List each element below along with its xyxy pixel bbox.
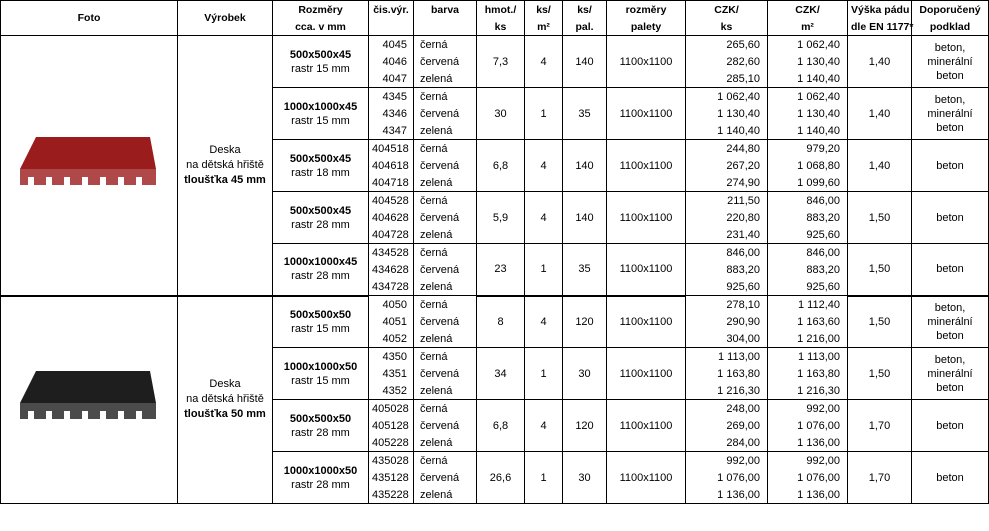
price-per-piece: 883,20	[686, 261, 768, 278]
price-per-m2: 1 113,00	[768, 348, 848, 366]
dimension-size: 1000x1000x50	[283, 464, 358, 477]
weight-per-piece: 6,8	[477, 140, 525, 192]
table-row	[1, 36, 989, 54]
fall-height: 1,70	[848, 452, 912, 504]
product-code: 404718	[369, 174, 414, 192]
product-code: 434528	[369, 244, 414, 262]
product-code: 4050	[369, 296, 414, 314]
product-line-2: na dětská hřiště	[186, 158, 264, 171]
dimension-grid: rastr 28 mm	[291, 478, 350, 491]
product-code: 404728	[369, 226, 414, 244]
recommended-base: beton	[912, 244, 989, 296]
dimensions	[273, 348, 369, 400]
price-per-m2: 883,20	[768, 209, 848, 226]
product-color: červená	[414, 313, 477, 330]
header-hmot: hmot./	[477, 1, 525, 19]
pieces-per-m2: 4	[525, 400, 563, 452]
product-code: 4045	[369, 36, 414, 54]
fall-height: 1,50	[848, 244, 912, 296]
header-foto: Foto	[1, 1, 178, 36]
product-color: černá	[414, 296, 477, 314]
dimensions	[273, 36, 369, 88]
product-code: 435128	[369, 469, 414, 486]
price-per-piece: 1 113,00	[686, 348, 768, 366]
table-header	[1, 1, 989, 36]
table-row	[1, 296, 989, 314]
price-per-m2: 846,00	[768, 192, 848, 210]
pieces-per-pallet: 120	[563, 400, 607, 452]
dimension-size: 500x500x50	[289, 412, 352, 425]
recommended-base: beton	[912, 192, 989, 244]
pieces-per-m2: 1	[525, 452, 563, 504]
recommended-base: beton, minerální beton	[912, 296, 989, 348]
dimension-grid: rastr 15 mm	[291, 322, 350, 335]
fall-height: 1,40	[848, 36, 912, 88]
price-per-piece: 267,20	[686, 157, 768, 174]
price-per-piece: 925,60	[686, 278, 768, 296]
product-color: červená	[414, 209, 477, 226]
product-color: zelená	[414, 278, 477, 296]
product-code: 4345	[369, 88, 414, 106]
pieces-per-pallet: 35	[563, 88, 607, 140]
header-czk-ks: CZK/	[686, 1, 768, 19]
product-color: zelená	[414, 382, 477, 400]
price-per-m2: 1 076,00	[768, 417, 848, 434]
price-per-m2: 1 062,40	[768, 36, 848, 54]
product-color: černá	[414, 400, 477, 418]
price-per-piece: 1 140,40	[686, 122, 768, 140]
dimensions	[273, 88, 369, 140]
pallet-size: 1100x1100	[607, 36, 686, 88]
price-per-m2: 1 062,40	[768, 88, 848, 106]
product-color: černá	[414, 244, 477, 262]
pieces-per-pallet: 140	[563, 192, 607, 244]
product-code: 4352	[369, 382, 414, 400]
pieces-per-pallet: 120	[563, 296, 607, 348]
price-per-m2: 1 163,80	[768, 365, 848, 382]
price-per-piece: 304,00	[686, 330, 768, 348]
price-per-piece: 285,10	[686, 70, 768, 88]
fall-height: 1,50	[848, 296, 912, 348]
product-code: 405028	[369, 400, 414, 418]
price-per-m2: 992,00	[768, 452, 848, 470]
price-per-m2: 1 099,60	[768, 174, 848, 192]
header-ks-m2-sub: m²	[525, 18, 563, 36]
price-per-piece: 248,00	[686, 400, 768, 418]
product-code: 435228	[369, 486, 414, 504]
price-per-piece: 278,10	[686, 296, 768, 314]
product-color: zelená	[414, 174, 477, 192]
dimension-size: 1000x1000x45	[283, 100, 358, 113]
pallet-size: 1100x1100	[607, 192, 686, 244]
dimension-grid: rastr 28 mm	[291, 270, 350, 283]
price-per-m2: 992,00	[768, 400, 848, 418]
dimension-size: 500x500x45	[289, 204, 352, 217]
pieces-per-m2: 1	[525, 88, 563, 140]
dimension-grid: rastr 28 mm	[291, 218, 350, 231]
price-per-m2: 1 136,00	[768, 486, 848, 504]
product-line-2: na dětská hřiště	[186, 393, 264, 406]
pieces-per-pallet: 140	[563, 36, 607, 88]
price-per-m2: 1 163,60	[768, 313, 848, 330]
product-code: 4046	[369, 53, 414, 70]
weight-per-piece: 5,9	[477, 192, 525, 244]
price-per-piece: 1 076,00	[686, 469, 768, 486]
header-rozmery: Rozměry	[273, 1, 369, 19]
product-color: zelená	[414, 122, 477, 140]
price-per-m2: 925,60	[768, 226, 848, 244]
fall-height: 1,70	[848, 400, 912, 452]
product-code: 4052	[369, 330, 414, 348]
price-per-piece: 290,90	[686, 313, 768, 330]
header-ks-pal: ks/	[563, 1, 607, 19]
product-color: červená	[414, 105, 477, 122]
header-vyrobek: Výrobek	[178, 1, 273, 36]
pieces-per-pallet: 30	[563, 452, 607, 504]
price-per-m2: 1 130,40	[768, 53, 848, 70]
fall-height: 1,40	[848, 140, 912, 192]
header-podklad-sub: podklad	[912, 18, 989, 36]
pieces-per-m2: 4	[525, 296, 563, 348]
weight-per-piece: 23	[477, 244, 525, 296]
dimension-size: 500x500x45	[289, 48, 352, 61]
product-line-3: tloušťka 50 mm	[184, 408, 266, 421]
product-color: černá	[414, 452, 477, 470]
price-per-m2: 846,00	[768, 244, 848, 262]
product-code: 405228	[369, 434, 414, 452]
red-rubber-tile-icon	[14, 129, 164, 199]
pieces-per-m2: 4	[525, 140, 563, 192]
product-code: 4351	[369, 365, 414, 382]
product-code: 4346	[369, 105, 414, 122]
price-per-piece: 1 136,00	[686, 486, 768, 504]
recommended-base: beton	[912, 400, 989, 452]
price-per-piece: 1 062,40	[686, 88, 768, 106]
header-podklad: Doporučený	[912, 1, 989, 19]
table-body	[1, 36, 989, 504]
dimension-grid: rastr 15 mm	[291, 374, 350, 387]
pieces-per-pallet: 140	[563, 140, 607, 192]
price-per-m2: 1 130,40	[768, 105, 848, 122]
product-code: 4051	[369, 313, 414, 330]
dimensions	[273, 244, 369, 296]
product-color: červená	[414, 365, 477, 382]
product-color: červená	[414, 469, 477, 486]
product-code: 404518	[369, 140, 414, 158]
recommended-base: beton	[912, 452, 989, 504]
weight-per-piece: 8	[477, 296, 525, 348]
dimension-grid: rastr 28 mm	[291, 426, 350, 439]
header-ks-pal-sub: pal.	[563, 18, 607, 36]
pallet-size: 1100x1100	[607, 296, 686, 348]
price-per-m2: 1 076,00	[768, 469, 848, 486]
recommended-base: beton, minerální beton	[912, 88, 989, 140]
product-line-1: Deska	[209, 378, 241, 391]
product-code: 405128	[369, 417, 414, 434]
dimension-grid: rastr 15 mm	[291, 114, 350, 127]
header-ks-m2: ks/	[525, 1, 563, 19]
product-code: 4350	[369, 348, 414, 366]
dimension-size: 1000x1000x50	[283, 360, 358, 373]
price-per-piece: 269,00	[686, 417, 768, 434]
pieces-per-pallet: 30	[563, 348, 607, 400]
price-per-m2: 1 136,00	[768, 434, 848, 452]
price-per-piece: 265,60	[686, 36, 768, 54]
product-code: 404528	[369, 192, 414, 210]
product-color: červená	[414, 261, 477, 278]
price-per-m2: 1 140,40	[768, 70, 848, 88]
product-color: černá	[414, 140, 477, 158]
header-czk-ks-sub: ks	[686, 18, 768, 36]
weight-per-piece: 7,3	[477, 36, 525, 88]
fall-height: 1,40	[848, 88, 912, 140]
price-per-piece: 1 130,40	[686, 105, 768, 122]
header-czk-m2-sub: m²	[768, 18, 848, 36]
recommended-base: beton, minerální beton	[912, 348, 989, 400]
header-czk-m2: CZK/	[768, 1, 848, 19]
product-code: 404628	[369, 209, 414, 226]
price-per-piece: 1 216,30	[686, 382, 768, 400]
pallet-size: 1100x1100	[607, 452, 686, 504]
product-color: černá	[414, 36, 477, 54]
product-color: černá	[414, 348, 477, 366]
product-code: 404618	[369, 157, 414, 174]
dimension-grid: rastr 15 mm	[291, 62, 350, 75]
price-per-piece: 284,00	[686, 434, 768, 452]
product-line-1: Deska	[209, 143, 241, 156]
pieces-per-m2: 4	[525, 36, 563, 88]
product-color: červená	[414, 157, 477, 174]
header-palety-sub: palety	[607, 18, 686, 36]
product-color: zelená	[414, 226, 477, 244]
price-per-piece: 231,40	[686, 226, 768, 244]
dimension-grid: rastr 18 mm	[291, 166, 350, 179]
fall-height: 1,50	[848, 192, 912, 244]
price-per-m2: 1 068,80	[768, 157, 848, 174]
product-photo	[1, 296, 178, 504]
dimension-size: 500x500x45	[289, 152, 352, 165]
product-name	[178, 36, 273, 296]
product-color: červená	[414, 417, 477, 434]
price-per-piece: 211,50	[686, 192, 768, 210]
price-per-m2: 979,20	[768, 140, 848, 158]
price-per-piece: 220,80	[686, 209, 768, 226]
dimensions	[273, 452, 369, 504]
pieces-per-m2: 1	[525, 244, 563, 296]
price-per-piece: 846,00	[686, 244, 768, 262]
product-name	[178, 296, 273, 504]
pallet-size: 1100x1100	[607, 88, 686, 140]
pieces-per-m2: 1	[525, 348, 563, 400]
dimensions	[273, 296, 369, 348]
product-color: zelená	[414, 70, 477, 88]
dimensions	[273, 192, 369, 244]
recommended-base: beton, minerální beton	[912, 36, 989, 88]
pallet-size: 1100x1100	[607, 140, 686, 192]
black-rubber-tile-icon	[14, 363, 164, 433]
price-per-m2: 1 216,00	[768, 330, 848, 348]
price-per-m2: 883,20	[768, 261, 848, 278]
header-vyska-sub: dle EN 1177*	[848, 18, 912, 36]
recommended-base: beton	[912, 140, 989, 192]
dimension-size: 1000x1000x45	[283, 256, 358, 269]
product-color: černá	[414, 192, 477, 210]
fall-height: 1,50	[848, 348, 912, 400]
price-per-m2: 1 140,40	[768, 122, 848, 140]
product-code: 4347	[369, 122, 414, 140]
product-color: zelená	[414, 434, 477, 452]
weight-per-piece: 26,6	[477, 452, 525, 504]
header-cis-vyr: čis.výr.	[369, 1, 414, 19]
dimension-size: 500x500x50	[289, 308, 352, 321]
pallet-size: 1100x1100	[607, 348, 686, 400]
price-per-m2: 1 112,40	[768, 296, 848, 314]
product-line-3: tloušťka 45 mm	[184, 173, 266, 186]
product-color: zelená	[414, 330, 477, 348]
product-photo	[1, 36, 178, 296]
pallet-size: 1100x1100	[607, 244, 686, 296]
dimensions	[273, 140, 369, 192]
pieces-per-pallet: 35	[563, 244, 607, 296]
price-per-piece: 282,60	[686, 53, 768, 70]
price-per-piece: 1 163,80	[686, 365, 768, 382]
pallet-size: 1100x1100	[607, 400, 686, 452]
product-code: 434728	[369, 278, 414, 296]
price-per-piece: 992,00	[686, 452, 768, 470]
weight-per-piece: 6,8	[477, 400, 525, 452]
header-hmot-sub: ks	[477, 18, 525, 36]
dimensions	[273, 400, 369, 452]
header-rozmery-sub: cca. v mm	[273, 18, 369, 36]
weight-per-piece: 30	[477, 88, 525, 140]
price-per-m2: 1 216,30	[768, 382, 848, 400]
header-barva: barva	[414, 1, 477, 19]
product-color: zelená	[414, 486, 477, 504]
product-code: 435028	[369, 452, 414, 470]
price-per-piece: 274,90	[686, 174, 768, 192]
price-per-piece: 244,80	[686, 140, 768, 158]
header-vyska: Výška pádu	[848, 1, 912, 19]
product-color: červená	[414, 53, 477, 70]
product-color: černá	[414, 88, 477, 106]
pieces-per-m2: 4	[525, 192, 563, 244]
product-code: 434628	[369, 261, 414, 278]
price-per-m2: 925,60	[768, 278, 848, 296]
product-code: 4047	[369, 70, 414, 88]
header-palety: rozměry	[607, 1, 686, 19]
weight-per-piece: 34	[477, 348, 525, 400]
